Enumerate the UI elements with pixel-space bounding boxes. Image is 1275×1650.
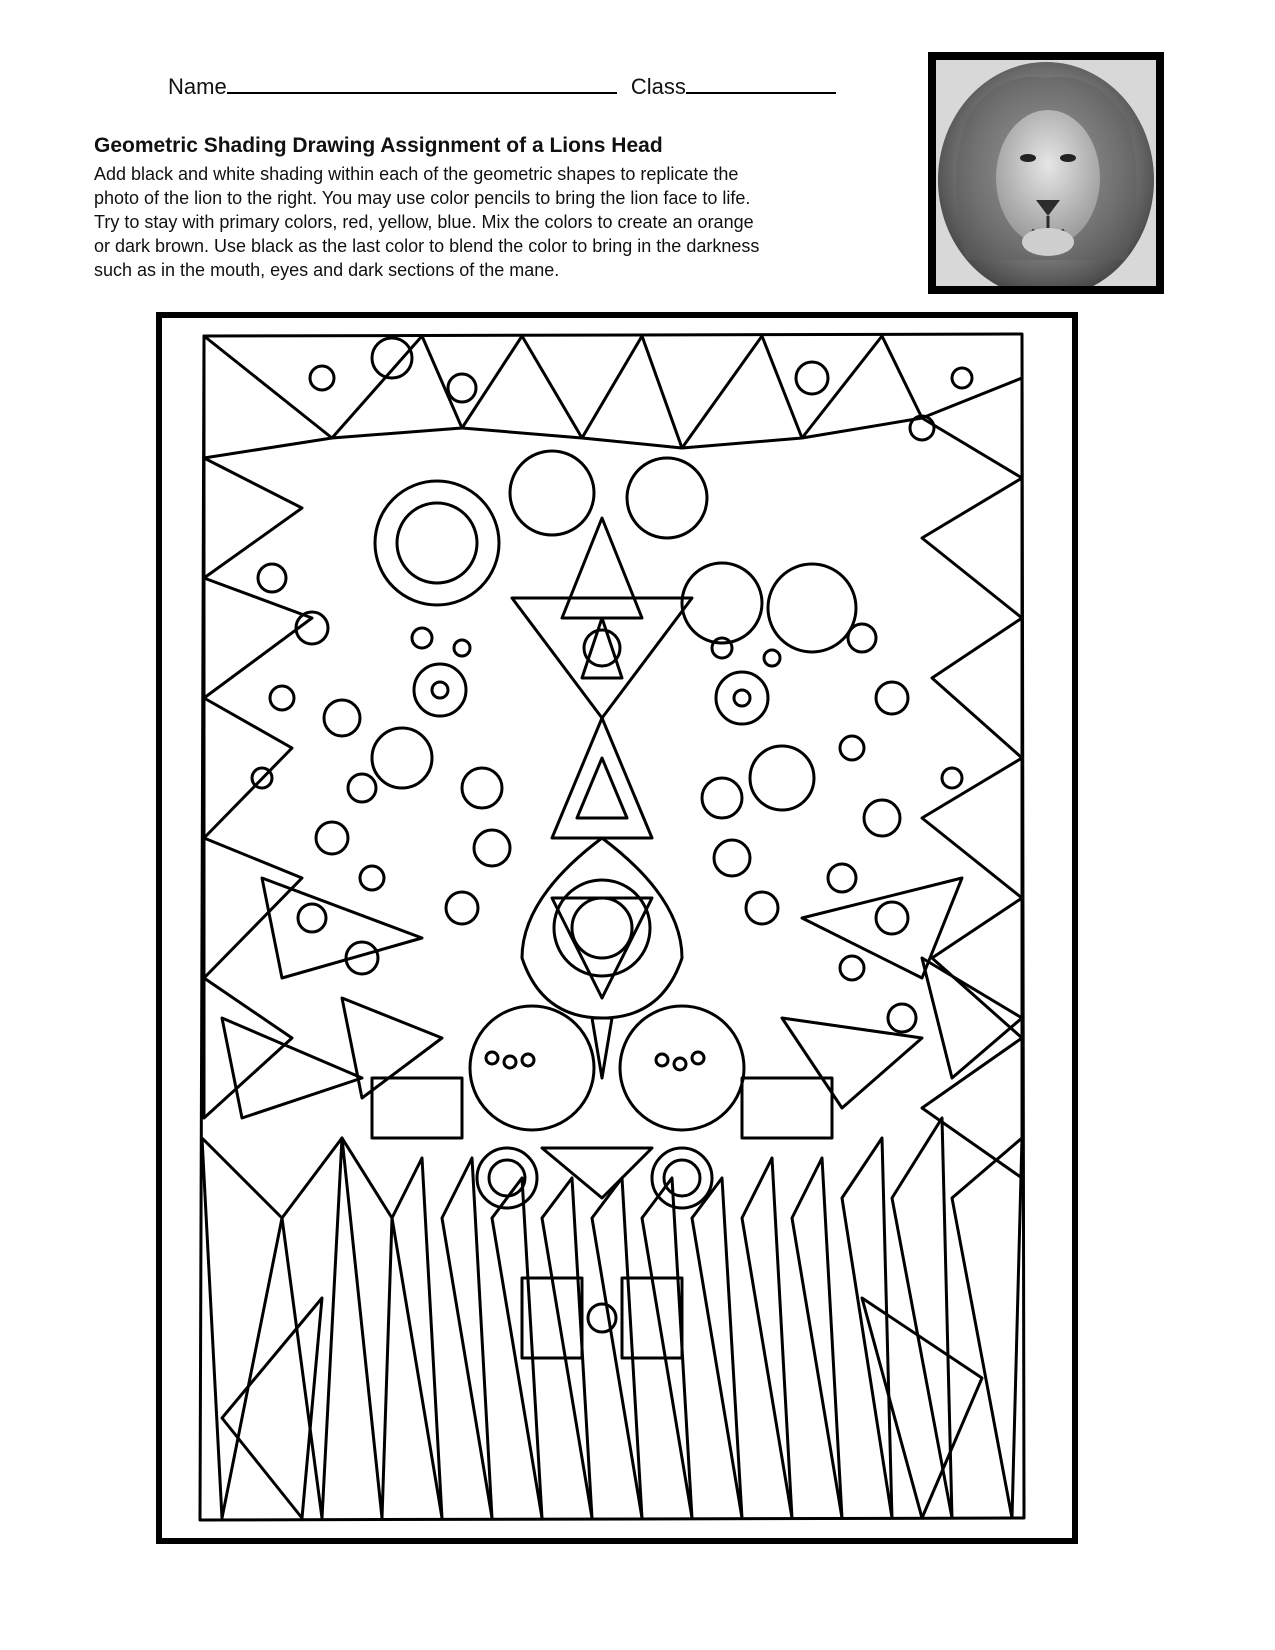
assignment-title: Geometric Shading Drawing Assignment of a Lions Head <box>94 134 663 157</box>
lion-geometric-drawing <box>156 312 1078 1544</box>
lion-photo-image <box>936 60 1156 286</box>
lion-reference-photo <box>928 52 1164 294</box>
instruction-line: Add black and white shading within each of the geometric shapes to replicate the <box>94 164 739 184</box>
lion-line-art <box>162 318 1072 1538</box>
header-line <box>168 72 836 100</box>
assignment-instructions <box>94 162 874 282</box>
class-field[interactable] <box>686 72 836 94</box>
instruction-line: such as in the mouth, eyes and dark sections of the mane. <box>94 260 560 280</box>
name-label: Name <box>168 74 227 99</box>
instruction-line: Try to stay with primary colors, red, yellow, blue. Mix the colors to create an orange <box>94 212 754 232</box>
instruction-line: photo of the lion to the right. You may use color pencils to bring the lion face to life. <box>94 188 751 208</box>
name-field[interactable] <box>227 72 617 94</box>
class-label: Class <box>630 74 686 99</box>
instruction-line: or dark brown. Use black as the last color to blend the color to bring in the darkness <box>94 236 760 256</box>
